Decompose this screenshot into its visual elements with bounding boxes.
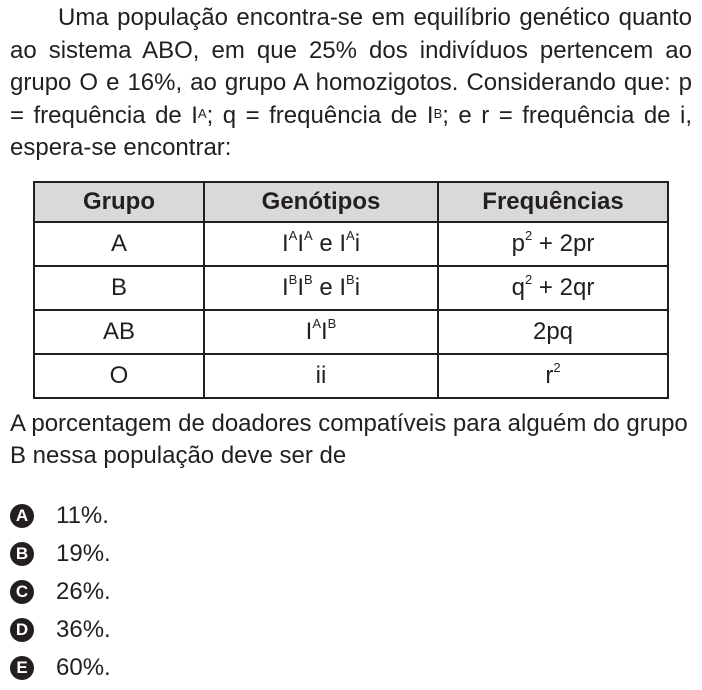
allele-base: I — [297, 230, 304, 257]
option-text: 60%. — [56, 654, 111, 681]
freq-exponent: 2 — [525, 272, 533, 287]
option-letter-badge: D — [10, 618, 34, 642]
option-b[interactable] — [10, 535, 111, 573]
option-text: 11%. — [56, 502, 109, 529]
allele-base: i — [354, 274, 361, 301]
cell-group: AB — [34, 310, 204, 354]
freq-exponent: 2 — [553, 360, 561, 375]
freq-base: r — [545, 362, 554, 389]
allele-sup: B — [327, 316, 337, 331]
allele-sup: A — [346, 228, 355, 243]
allele-base: I — [321, 318, 328, 345]
allele-sup: A — [288, 228, 298, 243]
option-text: 19%. — [56, 540, 111, 567]
question-stem — [10, 2, 692, 165]
cell-frequency — [438, 354, 668, 398]
option-letter-badge: E — [10, 656, 34, 680]
option-letter-badge: A — [10, 504, 34, 528]
stem-text-3: ; e r = frequência de i, espera-se encontrar: — [10, 101, 693, 161]
allele-sup: B — [303, 272, 313, 287]
cell-group: B — [34, 266, 204, 310]
allele-base: e I — [312, 230, 347, 257]
abo-table — [33, 181, 669, 399]
cell-group: O — [34, 354, 204, 398]
option-d[interactable] — [10, 611, 111, 649]
cell-frequency — [438, 222, 668, 266]
stem-text-2: ; q = frequência de I — [206, 101, 434, 129]
allele-base: I — [297, 274, 304, 301]
allele-base: I — [305, 318, 313, 345]
header-frequencias: Frequências — [438, 182, 668, 222]
option-text: 36%. — [56, 616, 111, 643]
allele-base: e I — [312, 274, 347, 301]
cell-genotype: ii — [204, 354, 438, 398]
allele-base: I — [281, 230, 289, 257]
stem-text-1: Uma população encontra-se em equilíbrio genético quanto ao sistema ABO, em que 25% dos indivíduos pertencem ao grupo O e 16%, ao grupo A homozigotos. Considerando que: p = frequência de I — [10, 4, 692, 129]
freq-base: q — [511, 274, 526, 301]
cell-genotype — [204, 222, 438, 266]
allele-sup: B — [288, 272, 298, 287]
allele-base: i — [354, 230, 361, 257]
table-row — [34, 266, 668, 310]
question-prompt: A porcentagem de doadores compatíveis para alguém do grupo B nessa população deve ser de — [10, 410, 688, 469]
allele-sup: B — [346, 272, 355, 287]
table-row — [34, 354, 668, 398]
option-letter-badge: C — [10, 580, 34, 604]
allele-base: I — [281, 274, 289, 301]
cell-genotype — [204, 310, 438, 354]
header-grupo: Grupo — [34, 182, 204, 222]
cell-frequency: 2pq — [438, 310, 668, 354]
freq-rest: + 2qr — [532, 274, 595, 301]
stem-superscript-2: B — [433, 105, 443, 121]
option-letter-badge: B — [10, 542, 34, 566]
freq-exponent: 2 — [525, 228, 533, 243]
freq-rest: + 2pr — [532, 230, 595, 257]
header-genotipos: Genótipos — [204, 182, 438, 222]
cell-genotype — [204, 266, 438, 310]
option-text: 26%. — [56, 578, 111, 605]
option-a[interactable] — [10, 497, 111, 535]
allele-sup: A — [303, 228, 313, 243]
table-row — [34, 310, 668, 354]
table-row — [34, 222, 668, 266]
stem-superscript-1: A — [197, 105, 207, 121]
answer-options — [10, 497, 111, 687]
allele-sup: A — [312, 316, 321, 331]
cell-group: A — [34, 222, 204, 266]
option-e[interactable] — [10, 649, 111, 687]
option-c[interactable] — [10, 573, 111, 611]
cell-frequency — [438, 266, 668, 310]
freq-base: p — [511, 230, 526, 257]
table-header-row — [34, 182, 668, 222]
